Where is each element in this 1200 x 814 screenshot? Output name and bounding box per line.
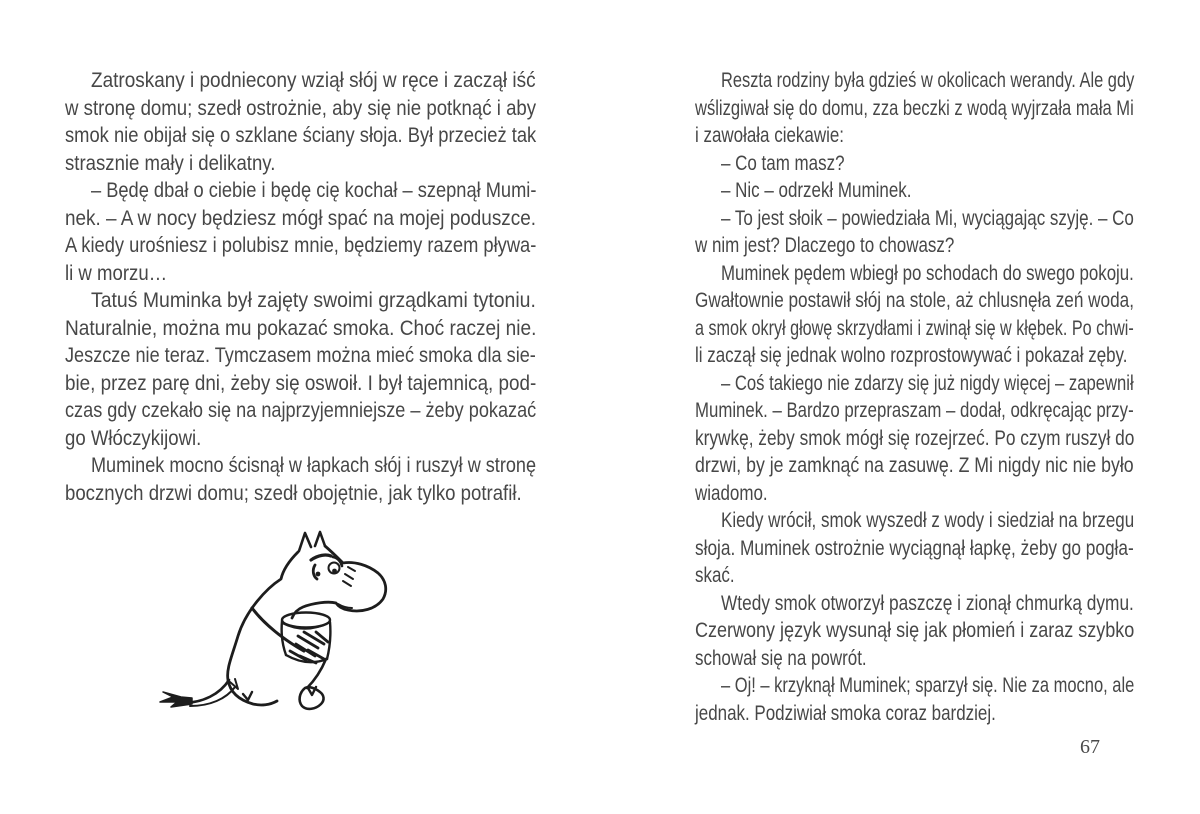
text-line: – To jest słoik – powiedziała Mi, wyciągając szyję. – Co — [721, 206, 1134, 230]
text-line: w stronę domu; szedł ostrożnie, aby się nie potknąć i aby — [65, 96, 537, 120]
text-line: go Włóczykijowi. — [65, 426, 202, 450]
text-line: Naturalnie, można mu pokazać smoka. Choć raczej nie. — [65, 316, 537, 340]
text-line: Gwałtownie postawił słój na stole, aż chlusnęła zeń woda, — [695, 289, 1134, 312]
moomintroll-drawing — [140, 508, 470, 753]
left-page-text-column — [65, 67, 536, 507]
text-line: A kiedy urośniesz i polubisz mnie, będziemy razem pływa- — [65, 234, 537, 257]
moomintroll-illustration — [140, 508, 470, 753]
text-line: bie, przez parę dni, żeby się oswoił. I był tajemnicą, pod- — [65, 371, 537, 395]
text-line: Wtedy smok otworzył paszczę i zionął chmurką dymu. — [721, 591, 1134, 615]
text-line: wślizgiwał się do domu, zza beczki z wodą wyjrzała mała Mi — [695, 96, 1134, 120]
text-line: strasznie mały i delikatny. — [65, 151, 276, 175]
text-line: Jeszcze nie teraz. Tymczasem można mieć smoka dla sie- — [65, 344, 536, 367]
text-line: Reszta rodziny była gdzieś w okolicach werandy. Ale gdy — [721, 69, 1135, 92]
moomin-nose-hatches — [343, 567, 355, 586]
text-line: smok nie obijał się o szklane ściany słoja. Był przecież tak — [65, 124, 537, 147]
text-line: li zaczął się jednak wolno rozprostowywać i pokazał zęby. — [695, 344, 1128, 367]
text-line: a smok okrył głowę skrzydłami i zwinął się w kłębek. Po chwi- — [695, 316, 1134, 340]
text-line: krywkę, żeby smok mógł się rozejrzeć. Po czym ruszył do — [695, 426, 1135, 450]
moomin-tail-tuft — [160, 692, 192, 707]
moomin-foot — [300, 687, 324, 709]
text-line: Kiedy wrócił, smok wyszedł z wody i siedział na brzegu — [721, 509, 1135, 532]
text-line: Muminek. – Bardzo przepraszam – dodał, odkręcając przy- — [695, 399, 1134, 422]
text-line: Tatuś Muminka był zajęty swoimi grządkami tytoniu. — [91, 289, 536, 312]
text-line: Muminek pędem wbiegł po schodach do swego pokoju. — [721, 261, 1134, 285]
text-line: drzwi, by je zamknąć na zasuwę. Z Mi nigdy nic nie było — [695, 454, 1134, 477]
text-line: – Oj! – krzyknął Muminek; sparzył się. Nie za mocno, ale — [721, 674, 1135, 697]
text-line: słoja. Muminek ostrożnie wyciągnął łapkę, żeby go pogła- — [695, 536, 1134, 560]
text-line: w nim jest? Dlaczego to chowasz? — [695, 234, 955, 257]
text-line: i zawołała ciekawie: — [695, 124, 844, 147]
text-line: li w morzu… — [65, 261, 168, 285]
text-line: czas gdy czekało się na najprzyjemniejsze – żeby pokazać — [65, 399, 537, 422]
text-line: – Coś takiego nie zdarzy się już nigdy więcej – zapewnił — [721, 371, 1134, 395]
moomin-snout — [292, 546, 386, 618]
text-line: – Nic – odrzekł Muminek. — [721, 179, 912, 202]
page-number: 67 — [1080, 736, 1100, 758]
text-line: – Co tam masz? — [721, 151, 845, 175]
text-line: Zatroskany i podniecony wziął słój w ręce i zaczął iść — [91, 69, 536, 92]
text-line: – Będę dbał o ciebie i będę cię kochał – szepnął Mumi- — [91, 179, 537, 202]
text-line: bocznych drzwi domu; szedł obojętnie, jak tylko potrafił. — [65, 481, 522, 505]
moomin-eyes — [313, 565, 317, 579]
text-line: Muminek mocno ścisnął w łapkach słój i ruszył w stronę — [91, 454, 537, 477]
right-page-text-column — [695, 67, 1134, 727]
text-line: wiadomo. — [695, 481, 768, 505]
moomin-brows — [311, 555, 331, 560]
moomin-ears — [299, 533, 311, 551]
text-line: jednak. Podziwiał smoka coraz bardziej. — [695, 701, 996, 725]
text-line: Czerwony język wysunął się jak płomień i zaraz szybko — [695, 619, 1135, 642]
text-line: nek. – A w nocy będziesz mógł spać na mojej poduszce. — [65, 206, 536, 230]
text-line: schował się na powrót. — [695, 646, 867, 670]
text-line: skać. — [695, 564, 735, 587]
